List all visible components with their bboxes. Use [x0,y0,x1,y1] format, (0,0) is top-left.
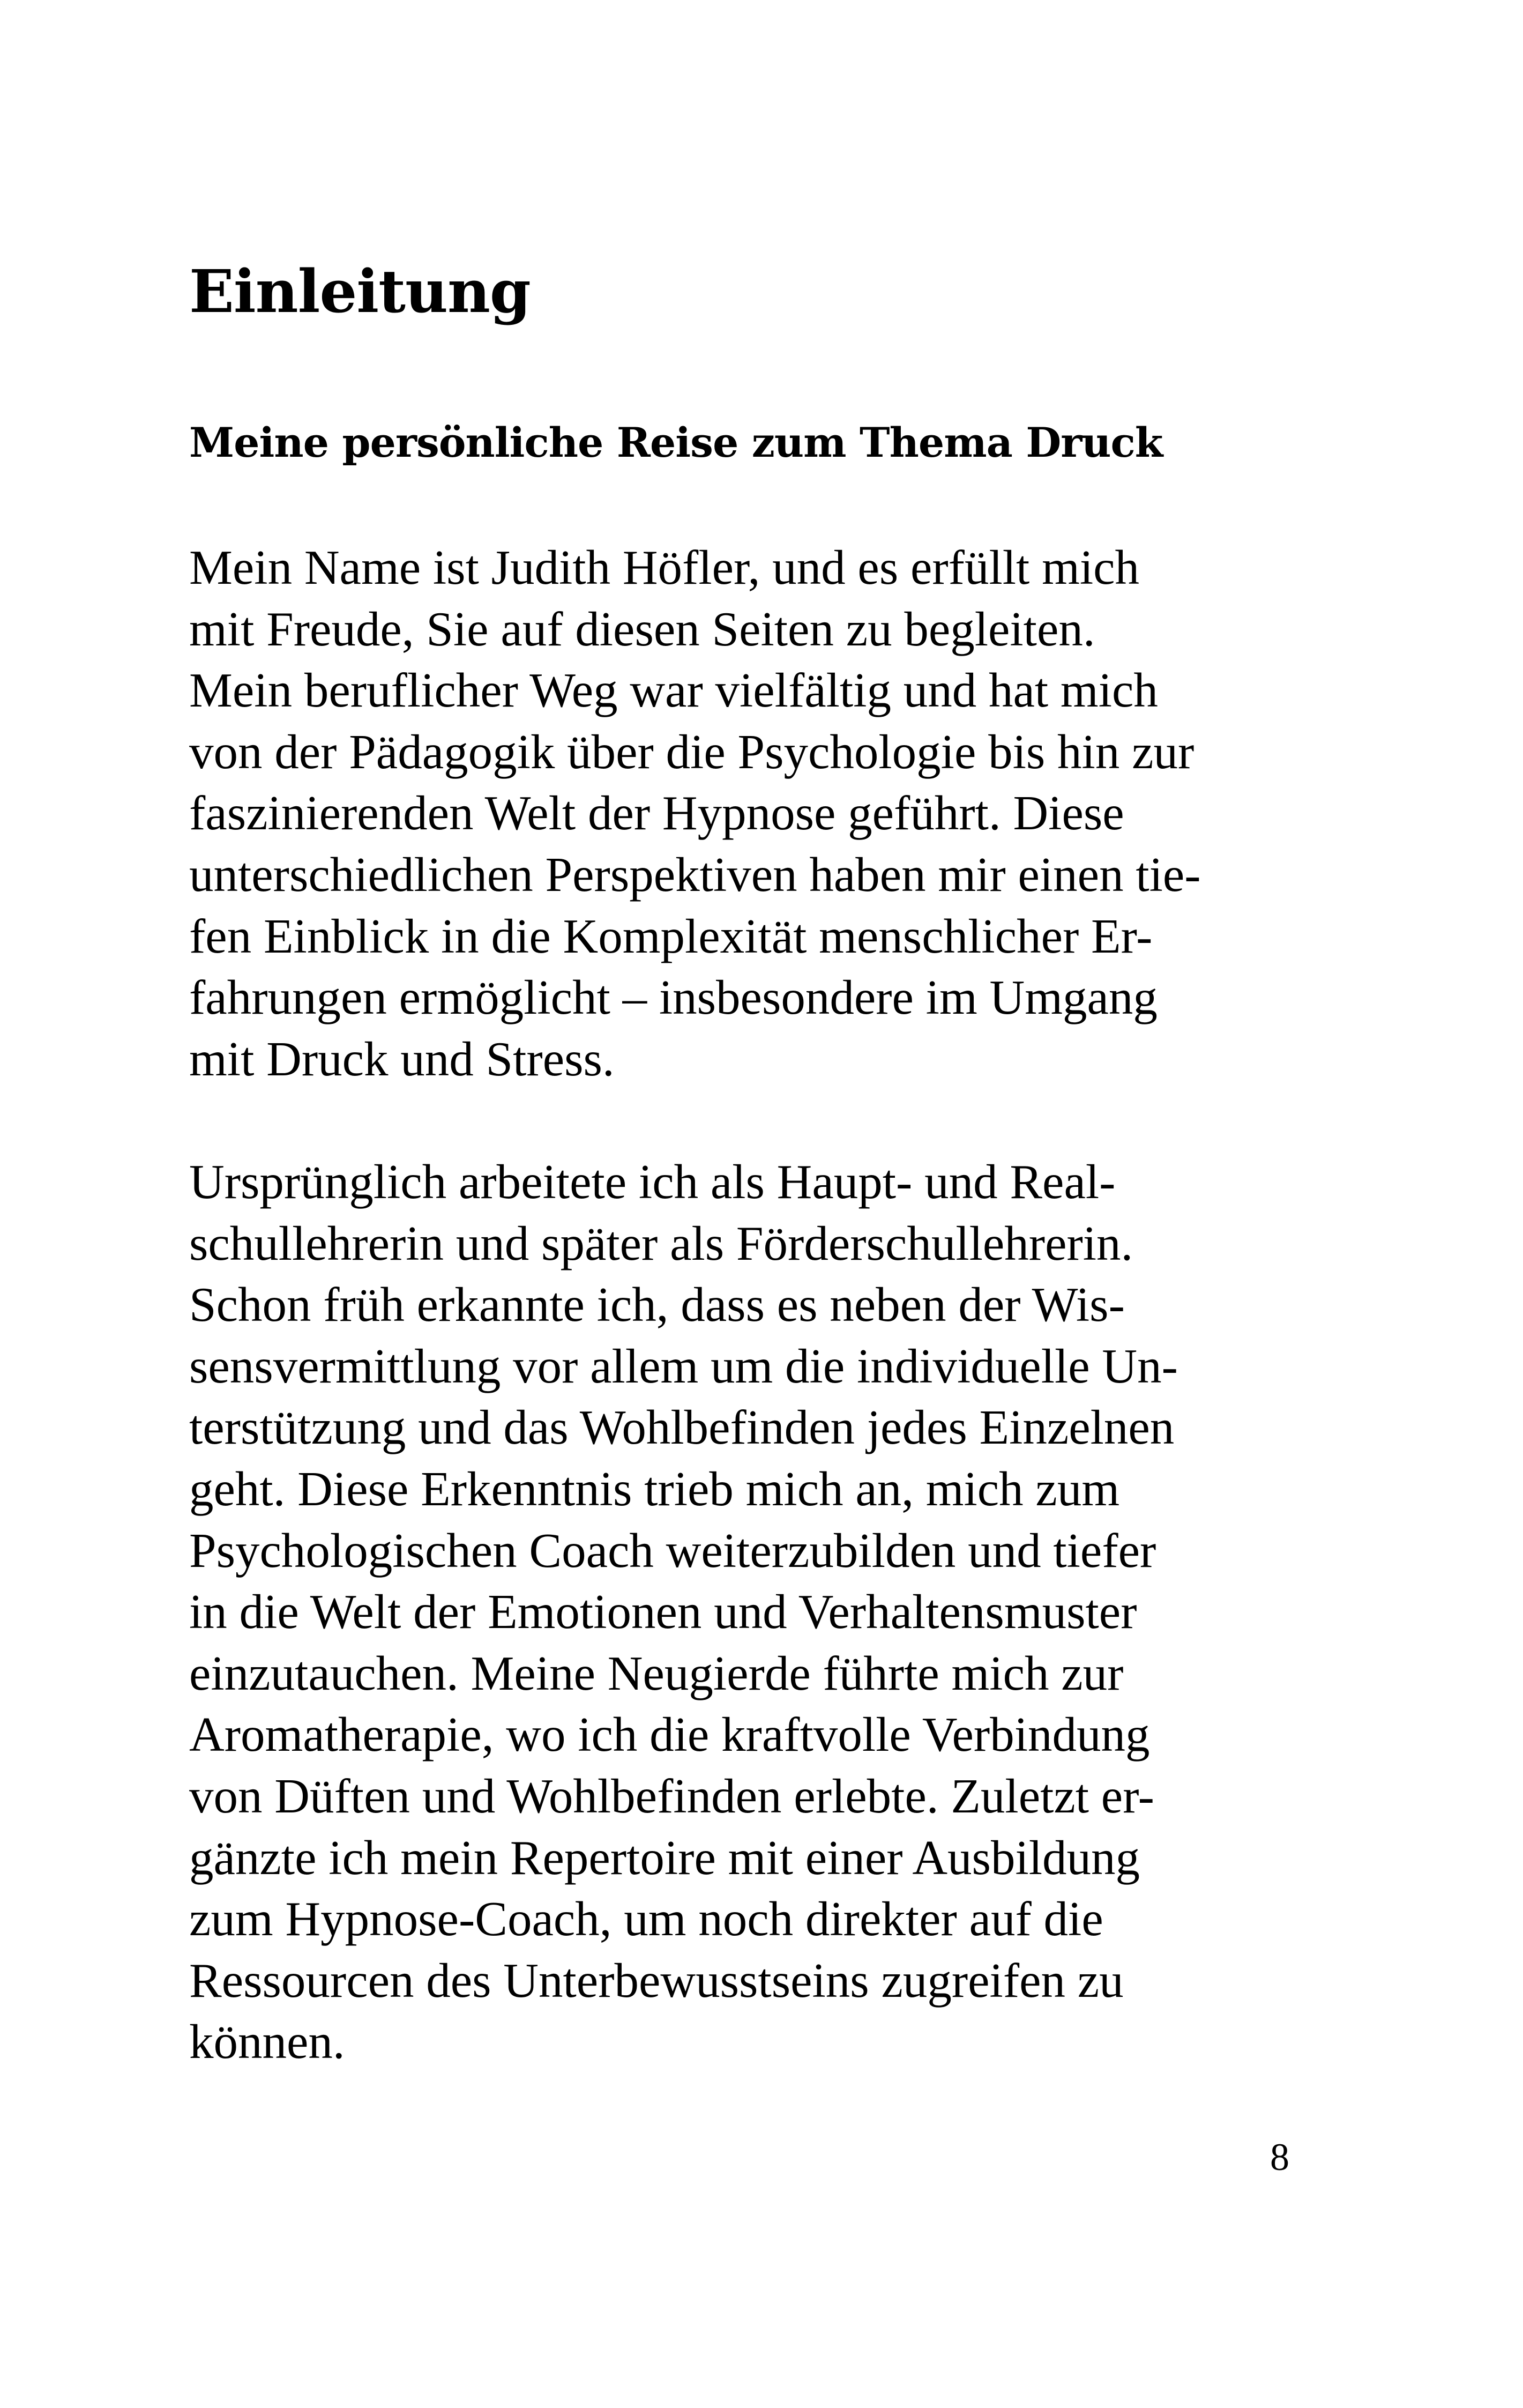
text-line: unterschiedlichen Perspektiven haben mir einen tie- [189,847,1201,902]
section-title: Meine persönliche Reise zum Thema Druck [189,419,1163,466]
text-line: in die Welt der Emotionen und Verhaltensmuster [189,1585,1137,1639]
text-line: sensvermittlung vor allem um die individuelle Un- [189,1339,1178,1393]
text-line: Schon früh erkannte ich, dass es neben der Wis- [189,1277,1125,1332]
text-line: einzutauchen. Meine Neugierde führte mich zur [189,1646,1124,1700]
text-line: gänzte ich mein Repertoire mit einer Ausbildung [189,1830,1140,1885]
text-line: Ursprünglich arbeitete ich als Haupt- und Real- [189,1155,1116,1209]
page-number: 8 [1270,2136,1289,2179]
paragraph-1 [189,537,1201,1090]
text-line: fahrungen ermöglicht – insbesondere im Umgang [189,970,1158,1025]
chapter-title: Einleitung [189,257,531,326]
text-line: von Düften und Wohlbefinden erlebte. Zuletzt er- [189,1768,1154,1823]
text-line: faszinierenden Welt der Hypnose geführt. Diese [189,786,1124,841]
text-line: Mein Name ist Judith Höfler, und es erfüllt mich [189,540,1140,594]
text-line: Mein beruflicher Weg war vielfältig und hat mich [189,663,1158,718]
text-line: mit Druck und Stress. [189,1031,615,1086]
text-line: können. [189,2015,345,2069]
text-line: terstützung und das Wohlbefinden jedes Einzelnen [189,1400,1175,1455]
text-line: geht. Diese Erkenntnis trieb mich an, mich zum [189,1461,1120,1516]
paragraph-2 [189,1151,1178,2073]
text-line: fen Einblick in die Komplexität menschlicher Er- [189,909,1153,963]
text-line: Ressourcen des Unterbewusstseins zugreifen zu [189,1953,1124,2008]
text-line: Aromatherapie, wo ich die kraftvolle Verbindung [189,1707,1150,1762]
text-line: Psychologischen Coach weiterzubilden und tiefer [189,1523,1156,1578]
text-line: schullehrerin und später als Förderschullehrerin. [189,1216,1133,1270]
text-line: mit Freude, Sie auf diesen Seiten zu begleiten. [189,601,1095,656]
text-line: von der Pädagogik über die Psychologie bis hin zur [189,724,1194,779]
text-line: zum Hypnose-Coach, um noch direkter auf die [189,1892,1103,1946]
